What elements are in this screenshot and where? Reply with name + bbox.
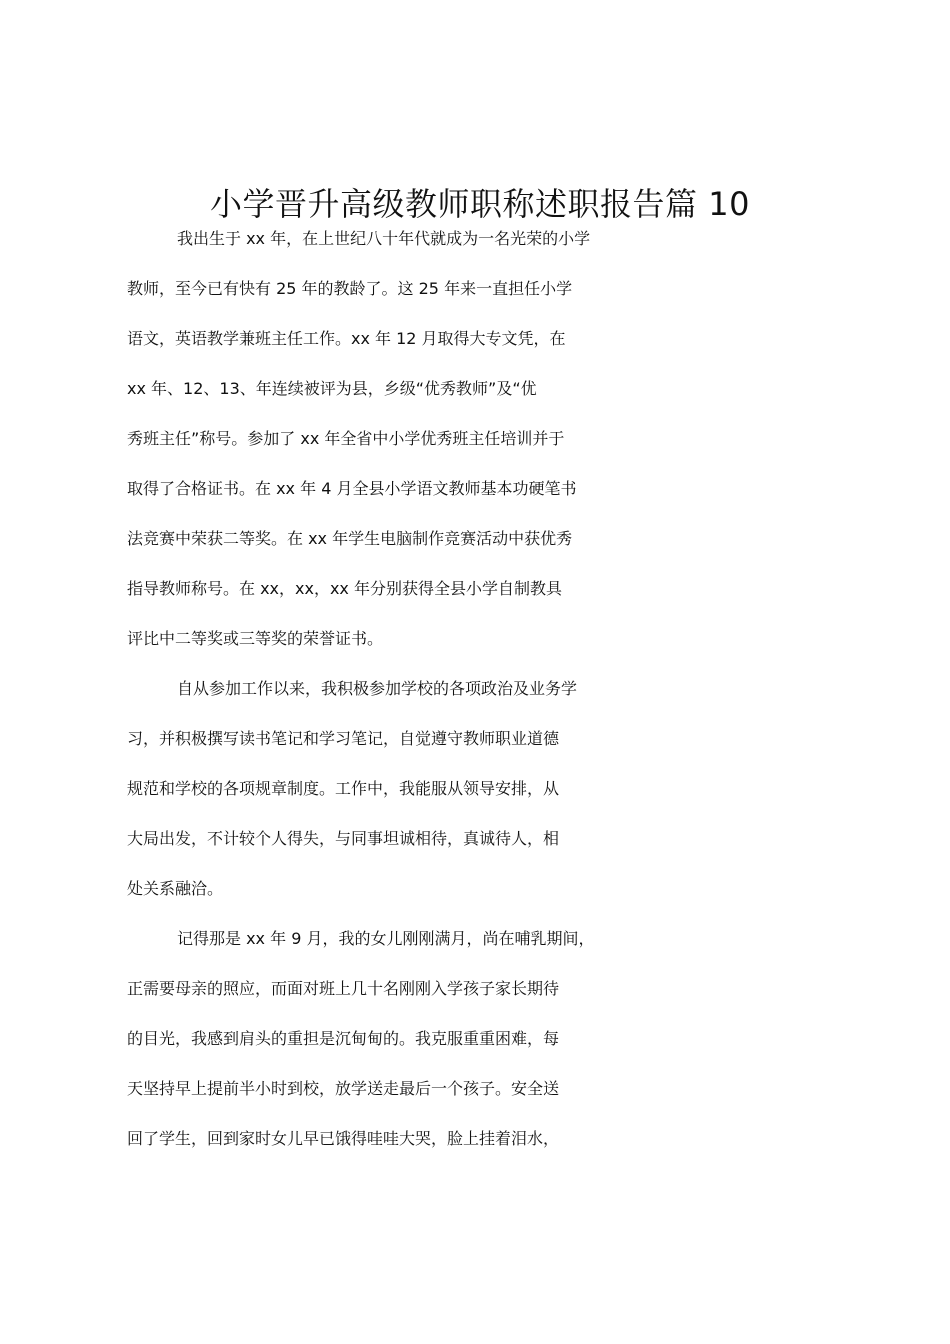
paragraph-line: 评比中二等奖或三等奖的荣誉证书。 — [127, 629, 384, 648]
paragraph-line: xx 年、12、13、年连续被评为县，乡级“优秀教师”及“优 — [127, 379, 537, 398]
paragraph-line: 的目光，我感到肩头的重担是沉甸甸的。我克服重重困难，每 — [127, 1029, 560, 1048]
paragraph-line: 取得了合格证书。在 xx 年 4 月全县小学语文教师基本功硬笔书 — [127, 479, 577, 498]
paragraph-line: 秀班主任”称号。参加了 xx 年全省中小学优秀班主任培训并于 — [127, 429, 565, 448]
paragraph-line: 习，并积极撰写读书笔记和学习笔记，自觉遵守教师职业道德 — [127, 729, 560, 748]
paragraph-line: 大局出发，不计较个人得失，与同事坦诚相待，真诚待人，相 — [127, 829, 560, 848]
paragraph-line: 指导教师称号。在 xx，xx，xx 年分别获得全县小学自制教具 — [127, 579, 562, 598]
paragraph-3 — [127, 926, 833, 1176]
paragraph-line: 教师，至今已有快有 25 年的教龄了。这 25 年来一直担任小学 — [127, 279, 573, 298]
paragraph-line: 规范和学校的各项规章制度。工作中，我能服从领导安排，从 — [127, 779, 560, 798]
paragraph-1 — [127, 226, 833, 676]
paragraph-line: 法竞赛中荣获二等奖。在 xx 年学生电脑制作竞赛活动中获优秀 — [127, 529, 573, 548]
paragraph-line: 天坚持早上提前半小时到校，放学送走最后一个孩子。安全送 — [127, 1079, 560, 1098]
document-page — [127, 182, 833, 1176]
paragraph-line: 回了学生，回到家时女儿早已饿得哇哇大哭，脸上挂着泪水， — [127, 1129, 560, 1148]
document-title: 小学晋升高级教师职称述职报告篇 10 — [210, 185, 750, 223]
paragraph-line: 语文，英语教学兼班主任工作。xx 年 12 月取得大专文凭，在 — [127, 329, 566, 348]
paragraph-line: 记得那是 xx 年 9 月，我的女儿刚刚满月，尚在哺乳期间， — [177, 929, 595, 948]
paragraph-line: 自从参加工作以来，我积极参加学校的各项政治及业务学 — [177, 679, 578, 698]
paragraph-line: 正需要母亲的照应，而面对班上几十名刚刚入学孩子家长期待 — [127, 979, 560, 998]
paragraph-line: 处关系融洽。 — [127, 879, 224, 898]
paragraph-2 — [127, 676, 833, 926]
paragraph-line: 我出生于 xx 年，在上世纪八十年代就成为一名光荣的小学 — [177, 229, 591, 248]
